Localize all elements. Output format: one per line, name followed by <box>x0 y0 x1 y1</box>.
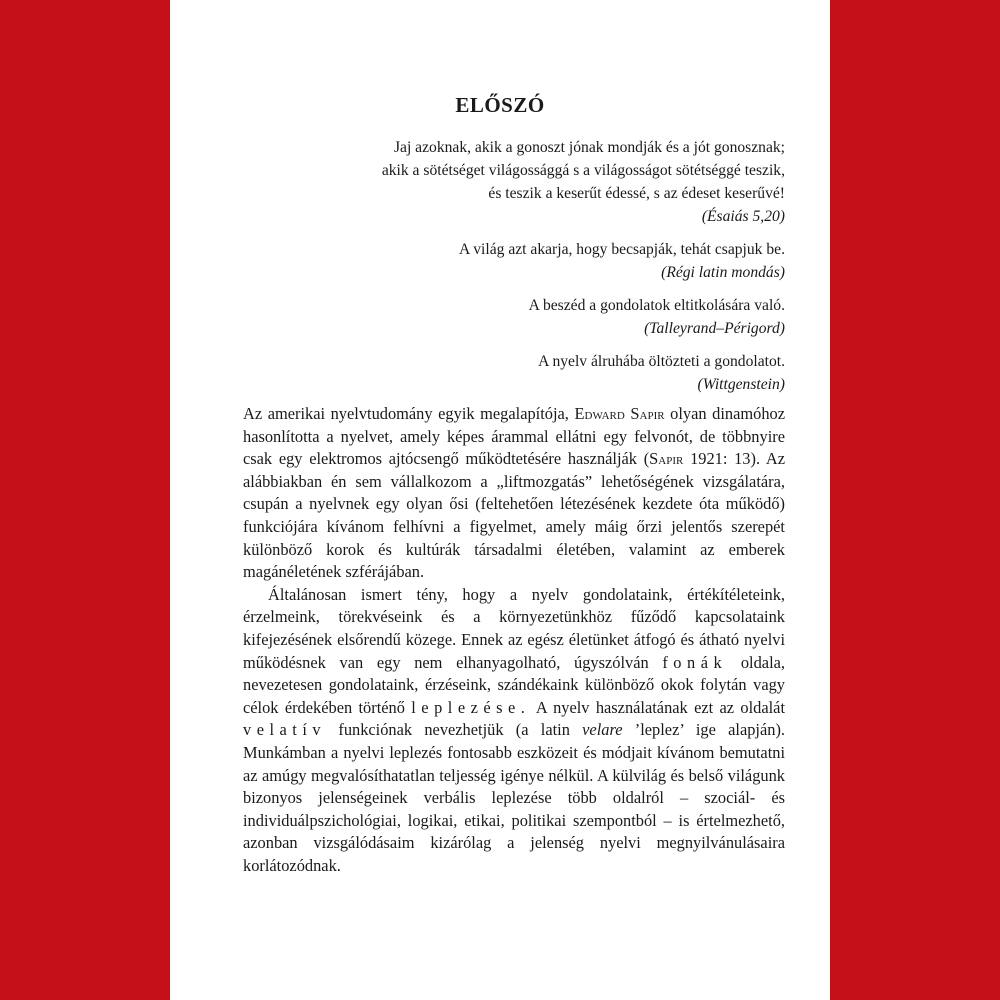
book-page <box>170 0 830 1000</box>
epigraph-talleyrand <box>225 294 785 340</box>
epigraph-line: A világ azt akarja, hogy becsapják, tehát csapjuk be. <box>458 241 785 258</box>
text-run: A nyelv használatának ezt az oldalát <box>530 697 785 717</box>
epigraph-source: (Talleyrand–Périgord) <box>644 320 785 337</box>
text-run: Általánosan ismert tény, hogy a nyelv gondolataink, értékítéleteink, érzelmeink, törekvéseink és a környezetünkhöz fűződő kapcsolataink kifejezésének elsőrendű közege. Ennek az egész életünket átfogó és átható nyelvi működésnek van egy nem elhanyagolható, úgyszólván <box>243 584 785 672</box>
epigraph-source: (Wittgenstein) <box>697 376 785 393</box>
paragraph-2 <box>243 584 785 878</box>
epigraph-line: és teszik a keserűt édessé, s az édeset keserűvé! <box>488 185 785 202</box>
epigraph-line: Jaj azoknak, akik a gonoszt jónak mondják és a jót gonosznak; <box>393 139 785 156</box>
latin-term: velare <box>582 720 623 740</box>
epigraph-source: (Régi latin mondás) <box>661 264 785 281</box>
emphasized-term: fonák <box>662 652 728 672</box>
text-run: Az amerikai nyelvtudomány egyik megalapítója, <box>243 404 575 423</box>
body-text <box>243 403 785 877</box>
text-run: oldala, nevezetesen gondolataink, érzéseink, szándékaink különböző okok folytán vagy célok érdekében történő <box>243 652 785 717</box>
epigraph-line: akik a sötétséget világossággá s a világosságot sötétséggé teszik, <box>381 162 785 179</box>
text-run: 1921: 13). Az alábbiakban én sem vállalkozom a „liftmozgatás” lehetőségének vizsgálatára, csupán a nyelvnek egy olyan ősi (feltehetően létezésének kezdete óta működő) funkciójára kívánom felhívni a figyelmet, amely máig őrzi jelentős szerepét különböző korok és kultúrák társadalmi életében, valamint az emberek magánéletének szférájában. <box>243 449 785 582</box>
epigraph-source: (Ésaiás 5,20) <box>701 208 785 225</box>
text-run: ’leplez’ ige alapján). Munkámban a nyelvi leplezés fontosabb eszközeit és módjait kívánom bemutatni az amúgy megvalósíthatatlan teljesség igénye nélkül. A külvilág és belső világunk bizonyos jelenségeinek verbális leplezése több oldalról – szociál- és individuálpszichológiai, logikai, etikai, politikai szempontból – is értelmezhető, azonban vizsgálódásaim kizárólag a jelenség nyelvi megnyilvánulásaira korlátozódnak. <box>243 720 785 875</box>
emphasized-term: leplezése. <box>411 697 531 717</box>
citation-author: Sapir <box>649 449 684 469</box>
author-name: Edward Sapir <box>574 404 665 423</box>
epigraph-latin <box>225 238 785 284</box>
text-run: funkciónak nevezhetjük (a latin <box>326 720 583 740</box>
epigraph-wittgenstein <box>225 350 785 396</box>
emphasized-term: velatív <box>243 720 327 740</box>
paragraph-1 <box>243 403 785 584</box>
text-run: olyan dinamóhoz hasonlította a nyelvet, amely képes árammal ellátni egy felvonót, de többnyire csak egy elektromos ajtócsengő működtetésére használják ( <box>243 404 785 469</box>
epigraph-line: A nyelv álruhába öltözteti a gondolatot. <box>538 353 785 370</box>
epigraph-line: A beszéd a gondolatok eltitkolására való. <box>528 297 785 314</box>
epigraph-isaiah <box>225 136 785 228</box>
epigraphs <box>225 136 785 406</box>
chapter-title: ELŐSZÓ <box>455 93 545 117</box>
